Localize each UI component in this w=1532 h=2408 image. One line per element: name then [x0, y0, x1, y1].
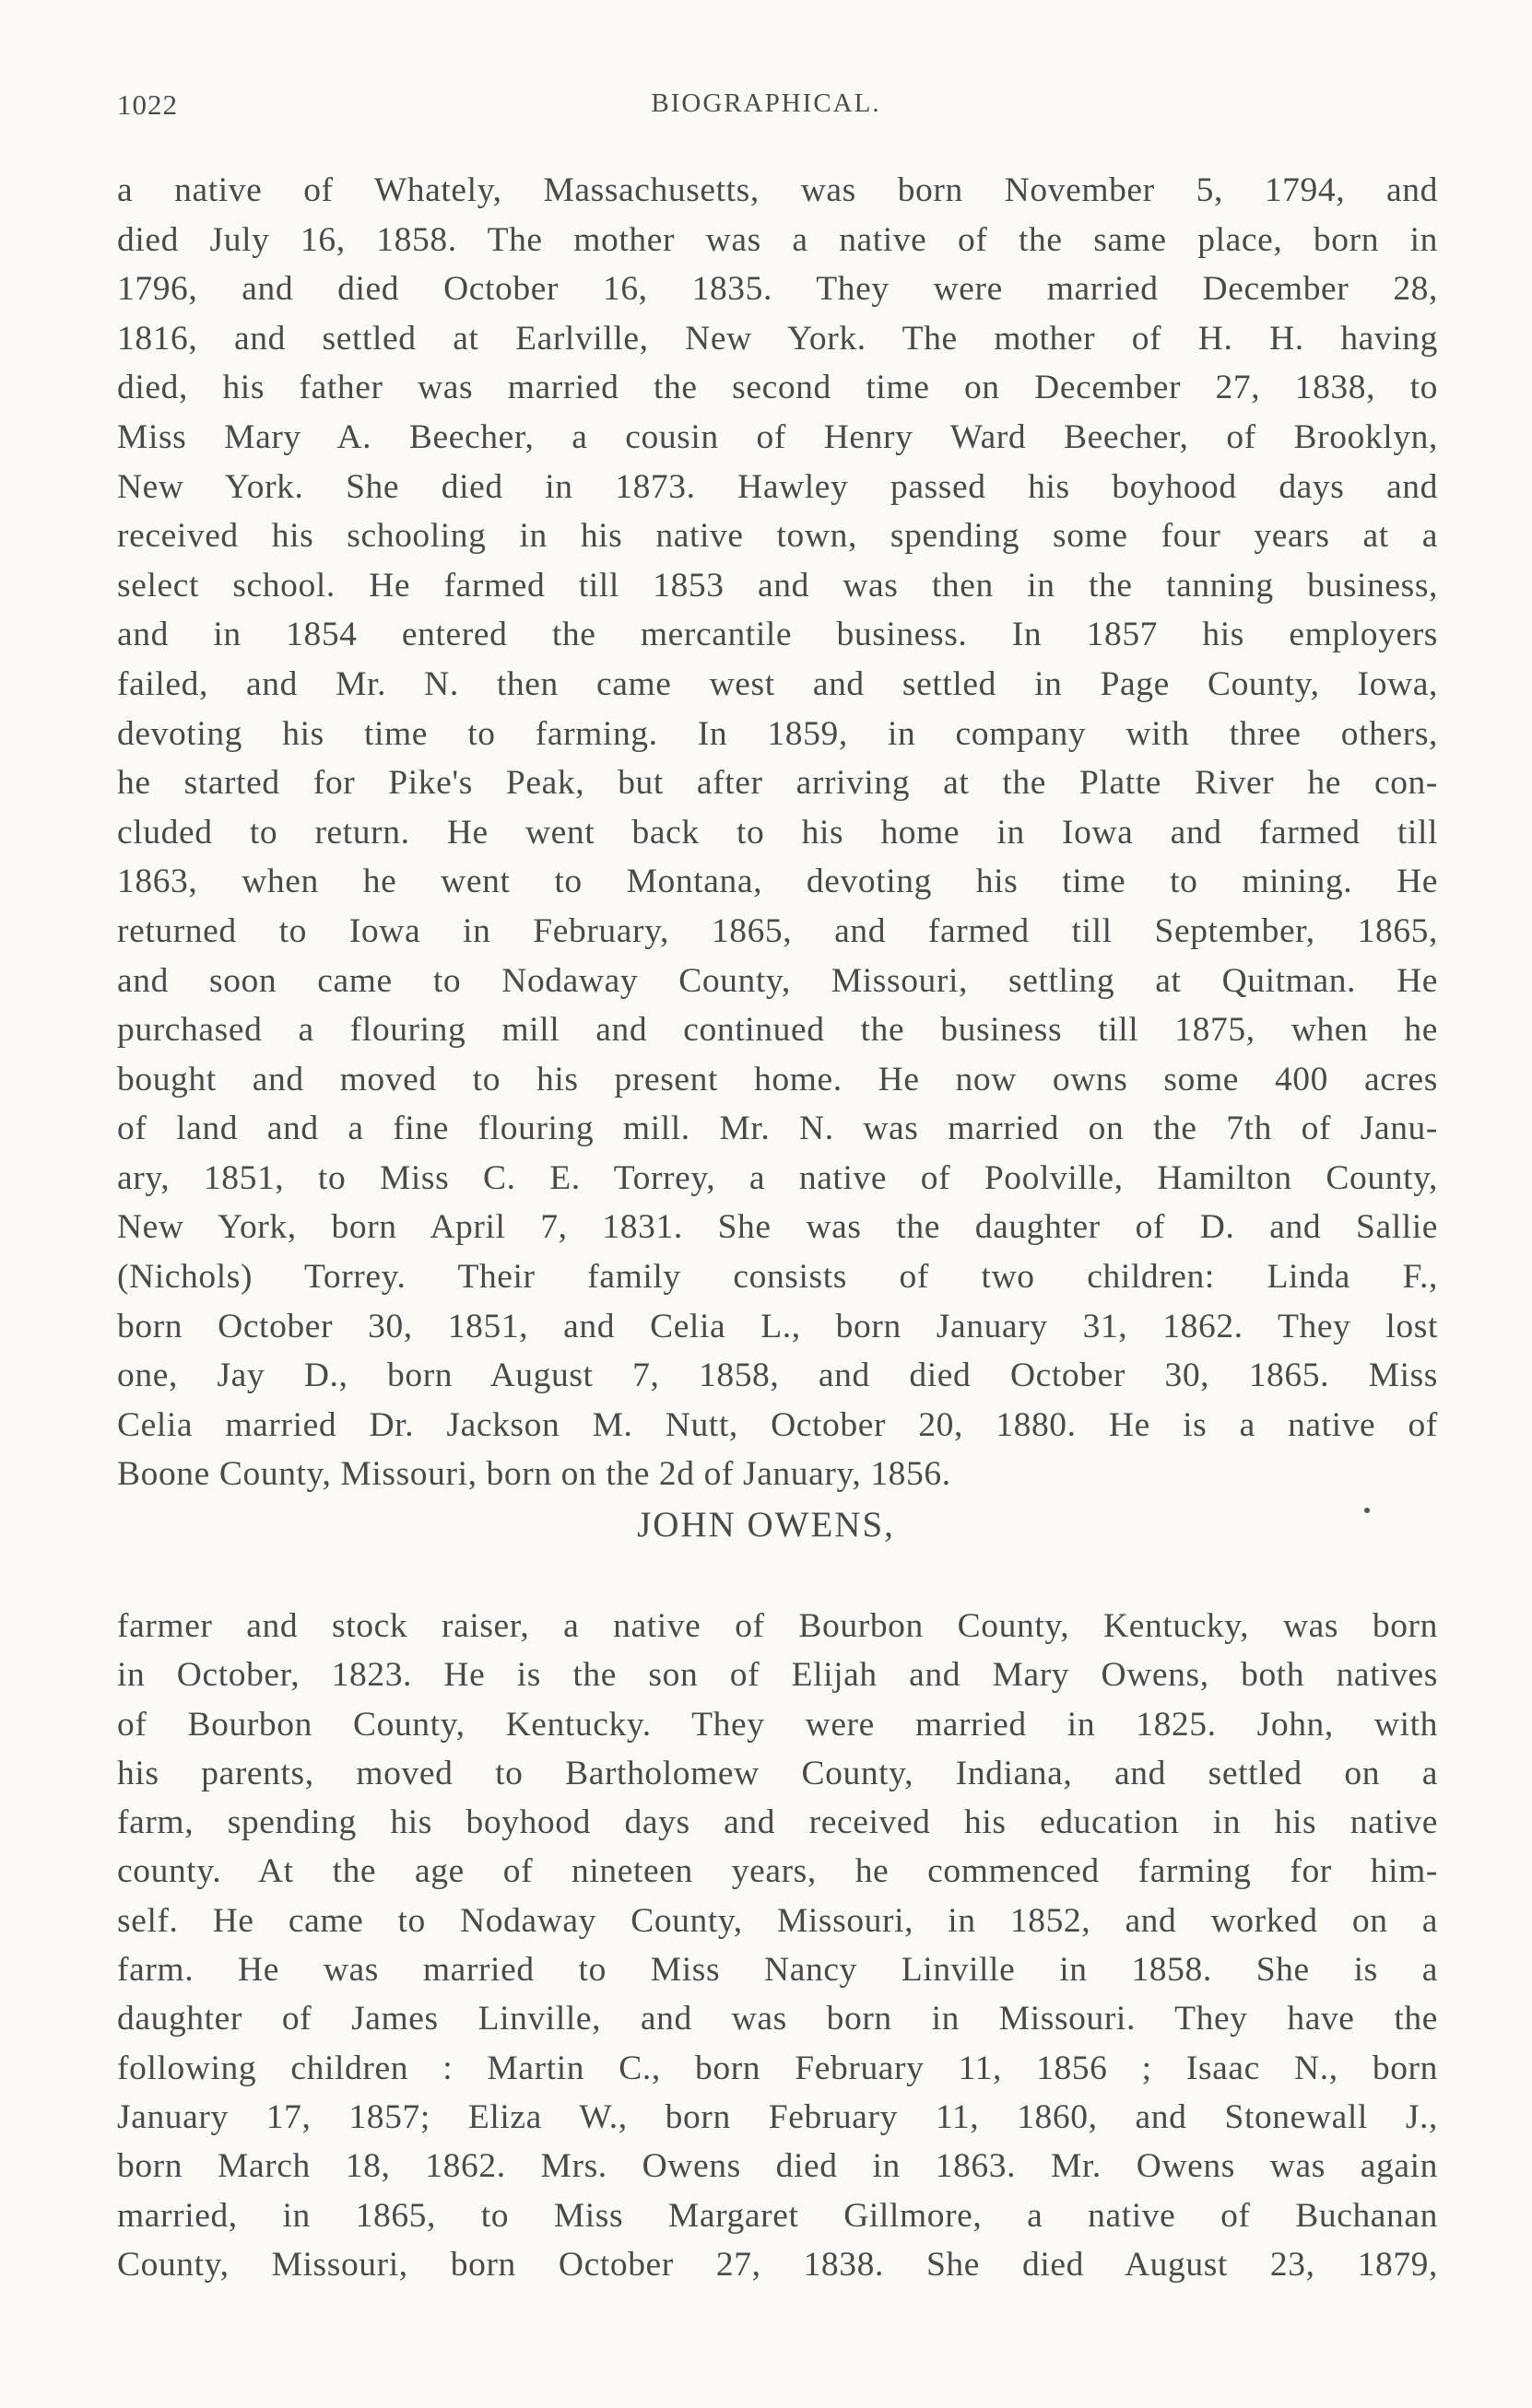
text-line: cluded to return. He went back to his home in Iowa and farmed till	[117, 813, 1438, 852]
text-line: born March 18, 1862. Mrs. Owens died in 1863. Mr. Owens was again	[117, 2147, 1438, 2186]
text-line: Boone County, Missouri, born on the 2d of January, 1856.	[117, 1455, 951, 1494]
text-line: 1796, and died October 16, 1835. They were married December 28,	[117, 270, 1438, 309]
text-line: January 17, 1857; Eliza W., born February 11, 1860, and Stonewall J.,	[117, 2097, 1438, 2136]
page-header	[0, 88, 1532, 125]
text-line: of land and a fine flouring mill. Mr. N. was married on the 7th of Janu-	[117, 1110, 1438, 1148]
text-line: devoting his time to farming. In 1859, in company with three others,	[117, 714, 1438, 753]
page-number: 1022	[117, 88, 178, 121]
text-line: returned to Iowa in February, 1865, and farmed till September, 1865,	[117, 911, 1438, 950]
text-line: in October, 1823. He is the son of Elijah and Mary Owens, both natives	[117, 1656, 1438, 1695]
text-line: self. He came to Nodaway County, Missouri, in 1852, and worked on a	[117, 1901, 1438, 1940]
text-line: County, Missouri, born October 27, 1838. She died August 23, 1879,	[117, 2245, 1438, 2284]
text-line: farm. He was married to Miss Nancy Linville in 1858. She is a	[117, 1951, 1438, 1990]
text-line: and soon came to Nodaway County, Missouri, settling at Quitman. He	[117, 961, 1438, 1000]
text-line: 1863, when he went to Montana, devoting his time to mining. He	[117, 863, 1438, 901]
text-line: died July 16, 1858. The mother was a native of the same place, born in	[117, 220, 1438, 259]
text-line: married, in 1865, to Miss Margaret Gillmore, a native of Buchanan	[117, 2196, 1438, 2235]
text-line: born October 30, 1851, and Celia L., born January 31, 1862. They lost	[117, 1307, 1438, 1345]
text-line: one, Jay D., born August 7, 1858, and died October 30, 1865. Miss	[117, 1357, 1438, 1395]
text-line: of Bourbon County, Kentucky. They were married in 1825. John, with	[117, 1705, 1438, 1744]
text-line: New York, born April 7, 1831. She was the daughter of D. and Sallie	[117, 1208, 1438, 1247]
text-line: Miss Mary A. Beecher, a cousin of Henry Ward Beecher, of Brooklyn,	[117, 417, 1438, 456]
text-line: died, his father was married the second time on December 27, 1838, to	[117, 369, 1438, 407]
text-line: and in 1854 entered the mercantile business. In 1857 his employers	[117, 616, 1438, 654]
text-line: daughter of James Linville, and was born in Missouri. They have the	[117, 2000, 1438, 2038]
text-line: New York. She died in 1873. Hawley passed his boyhood days and	[117, 467, 1438, 506]
text-line: Celia married Dr. Jackson M. Nutt, October 20, 1880. He is a native of	[117, 1405, 1438, 1444]
text-line: purchased a flouring mill and continued the business till 1875, when he	[117, 1011, 1438, 1050]
text-line: a native of Whately, Massachusetts, was born November 5, 1794, and	[117, 171, 1438, 209]
text-line: select school. He farmed till 1853 and was then in the tanning business,	[117, 566, 1438, 605]
section-title: JOHN OWENS,	[637, 1505, 895, 1545]
text-line: farm, spending his boyhood days and received his education in his native	[117, 1803, 1438, 1842]
text-line: failed, and Mr. N. then came west and settled in Page County, Iowa,	[117, 664, 1438, 703]
text-line: his parents, moved to Bartholomew County, Indiana, and settled on a	[117, 1754, 1438, 1792]
text-line: received his schooling in his native town, spending some four years at a	[117, 517, 1438, 556]
biography-paragraph	[117, 1602, 1438, 2289]
text-line: following children : Martin C., born February 11, 1856 ; Isaac N., born	[117, 2049, 1438, 2087]
text-line: ary, 1851, to Miss C. E. Torrey, a native of Poolville, Hamilton County,	[117, 1158, 1438, 1197]
text-line: bought and moved to his present home. He now owns some 400 acres	[117, 1060, 1438, 1098]
biography-continuation-paragraph	[117, 166, 1438, 1499]
text-line: (Nichols) Torrey. Their family consists of two children: Linda F.,	[117, 1258, 1438, 1297]
text-line: farmer and stock raiser, a native of Bourbon County, Kentucky, was born	[117, 1607, 1438, 1645]
text-line: 1816, and settled at Earlville, New York. The mother of H. H. having	[117, 319, 1438, 358]
text-line: county. At the age of nineteen years, he commenced farming for him-	[117, 1852, 1438, 1891]
running-head: BIOGRAPHICAL.	[651, 88, 881, 118]
text-line: he started for Pike's Peak, but after arriving at the Platte River he con-	[117, 764, 1438, 803]
print-speck	[1364, 1508, 1370, 1513]
